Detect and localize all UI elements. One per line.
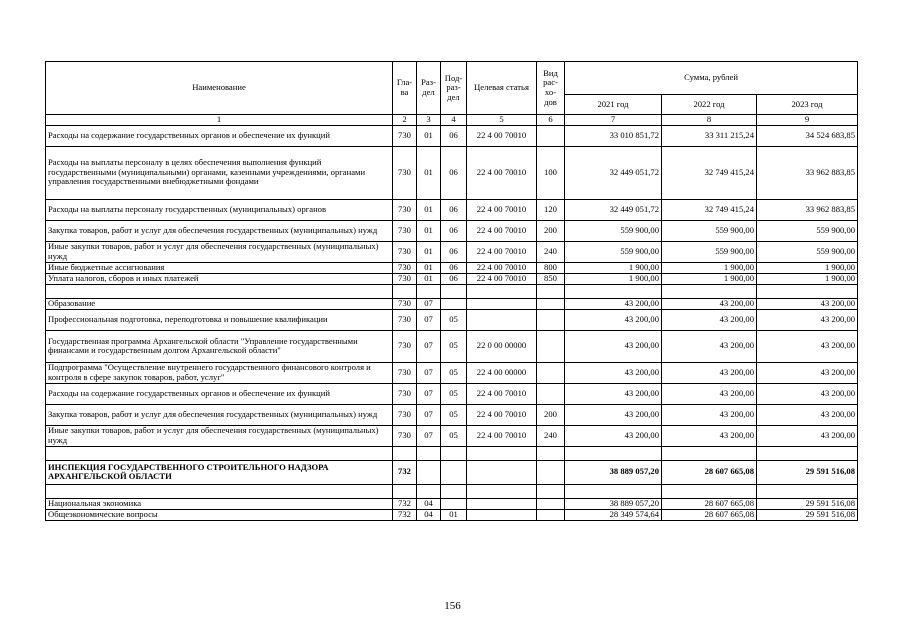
empty-row bbox=[46, 484, 858, 498]
table-row bbox=[46, 498, 858, 509]
empty-cell bbox=[46, 484, 393, 498]
row-name: Национальная экономика bbox=[46, 498, 393, 509]
row-glava: 730 bbox=[393, 425, 417, 446]
row-razdel: 07 bbox=[417, 309, 441, 330]
row-podrazdel: 01 bbox=[441, 509, 467, 520]
col-target-header: Целевая статья bbox=[467, 62, 537, 115]
row-razdel bbox=[417, 460, 441, 484]
row-target: 22 4 00 70010 bbox=[467, 262, 537, 273]
row-glava: 730 bbox=[393, 330, 417, 362]
row-glava: 730 bbox=[393, 146, 417, 199]
row-glava: 730 bbox=[393, 404, 417, 425]
row-sum-2023: 43 200,00 bbox=[757, 362, 858, 383]
row-target bbox=[467, 460, 537, 484]
row-name: Общеэкономические вопросы bbox=[46, 509, 393, 520]
row-sum-2023: 34 524 683,85 bbox=[757, 125, 858, 146]
row-glava: 730 bbox=[393, 241, 417, 262]
col-razdel-header: Раз-дел bbox=[417, 62, 441, 115]
row-vid bbox=[537, 498, 565, 509]
row-sum-2023: 1 900,00 bbox=[757, 262, 858, 273]
row-name: Уплата налогов, сборов и иных платежей bbox=[46, 273, 393, 284]
col-number: 9 bbox=[757, 115, 858, 126]
row-sum-2022: 28 607 665,08 bbox=[662, 498, 757, 509]
row-name: Закупка товаров, работ и услуг для обеспечения государственных (муниципальных) нужд bbox=[46, 220, 393, 241]
row-target: 22 4 00 70010 bbox=[467, 125, 537, 146]
table-row bbox=[46, 125, 858, 146]
row-sum-2022: 559 900,00 bbox=[662, 220, 757, 241]
row-sum-2023: 43 200,00 bbox=[757, 330, 858, 362]
row-sum-2023: 29 591 516,08 bbox=[757, 460, 858, 484]
row-target: 22 4 00 70010 bbox=[467, 383, 537, 404]
row-sum-2023: 1 900,00 bbox=[757, 273, 858, 284]
row-vid: 800 bbox=[537, 262, 565, 273]
row-razdel: 07 bbox=[417, 362, 441, 383]
row-sum-2022: 43 200,00 bbox=[662, 309, 757, 330]
row-razdel: 04 bbox=[417, 498, 441, 509]
row-sum-2023: 43 200,00 bbox=[757, 383, 858, 404]
empty-cell bbox=[467, 284, 537, 298]
row-glava: 730 bbox=[393, 199, 417, 220]
row-sum-2022: 33 311 215,24 bbox=[662, 125, 757, 146]
row-sum-2023: 43 200,00 bbox=[757, 298, 858, 309]
row-razdel: 01 bbox=[417, 241, 441, 262]
row-sum-2023: 33 962 883,85 bbox=[757, 199, 858, 220]
row-vid bbox=[537, 362, 565, 383]
row-target bbox=[467, 298, 537, 309]
row-vid bbox=[537, 383, 565, 404]
row-razdel: 01 bbox=[417, 273, 441, 284]
empty-cell bbox=[417, 446, 441, 460]
row-sum-2021: 32 449 051,72 bbox=[565, 199, 662, 220]
row-vid bbox=[537, 125, 565, 146]
empty-cell bbox=[662, 284, 757, 298]
table-row bbox=[46, 330, 858, 362]
row-name: Иные закупки товаров, работ и услуг для обеспечения государственных (муниципальных) нужд bbox=[46, 425, 393, 446]
row-name: Расходы на выплаты персоналу в целях обеспечения выполнения функций государственными (муниципальными) органами, казенными учреждениями, органами управления государственными внебюджетными фондами bbox=[46, 146, 393, 199]
budget-table bbox=[45, 61, 858, 521]
row-target: 22 4 00 70010 bbox=[467, 404, 537, 425]
row-podrazdel: 06 bbox=[441, 125, 467, 146]
empty-cell bbox=[537, 446, 565, 460]
col-number: 3 bbox=[417, 115, 441, 126]
row-glava: 732 bbox=[393, 509, 417, 520]
row-glava: 730 bbox=[393, 362, 417, 383]
table-row bbox=[46, 199, 858, 220]
header-row bbox=[46, 62, 858, 95]
row-sum-2022: 43 200,00 bbox=[662, 404, 757, 425]
col-podrazdel-header: Под-раз-дел bbox=[441, 62, 467, 115]
row-sum-2022: 43 200,00 bbox=[662, 383, 757, 404]
empty-cell bbox=[417, 284, 441, 298]
row-vid bbox=[537, 460, 565, 484]
table-row bbox=[46, 241, 858, 262]
row-target: 22 4 00 70010 bbox=[467, 241, 537, 262]
row-sum-2022: 32 749 415,24 bbox=[662, 199, 757, 220]
row-sum-2023: 559 900,00 bbox=[757, 241, 858, 262]
row-name: Иные закупки товаров, работ и услуг для обеспечения государственных (муниципальных) нужд bbox=[46, 241, 393, 262]
row-sum-2023: 43 200,00 bbox=[757, 425, 858, 446]
row-razdel: 01 bbox=[417, 220, 441, 241]
row-podrazdel: 06 bbox=[441, 146, 467, 199]
row-name: Профессиональная подготовка, переподготовка и повышение квалификации bbox=[46, 309, 393, 330]
row-sum-2021: 28 349 574,64 bbox=[565, 509, 662, 520]
row-vid: 100 bbox=[537, 146, 565, 199]
row-sum-2021: 43 200,00 bbox=[565, 330, 662, 362]
row-name: Государственная программа Архангельской области "Управление государственными финансами и государственным долгом Архангельской области" bbox=[46, 330, 393, 362]
row-name: Расходы на выплаты персоналу государственных (муниципальных) органов bbox=[46, 199, 393, 220]
row-sum-2022: 28 607 665,08 bbox=[662, 460, 757, 484]
col-vid-header: Вид рас-хо-дов bbox=[537, 62, 565, 115]
row-sum-2022: 1 900,00 bbox=[662, 273, 757, 284]
col-number: 1 bbox=[46, 115, 393, 126]
row-sum-2022: 43 200,00 bbox=[662, 330, 757, 362]
col-glava-header: Гла-ва bbox=[393, 62, 417, 115]
empty-cell bbox=[662, 446, 757, 460]
row-sum-2023: 29 591 516,08 bbox=[757, 498, 858, 509]
row-sum-2022: 43 200,00 bbox=[662, 298, 757, 309]
col-2021-header: 2021 год bbox=[565, 95, 662, 115]
row-sum-2023: 43 200,00 bbox=[757, 309, 858, 330]
col-number: 4 bbox=[441, 115, 467, 126]
table-row bbox=[46, 383, 858, 404]
table-body bbox=[46, 125, 858, 520]
col-name-header: Наименование bbox=[46, 62, 393, 115]
row-podrazdel: 06 bbox=[441, 220, 467, 241]
row-name: Подпрограмма "Осуществление внутреннего государственного финансового контроля и контроля в сфере закупок товаров, работ, услуг" bbox=[46, 362, 393, 383]
empty-cell bbox=[393, 484, 417, 498]
row-name: Расходы на содержание государственных органов и обеспечение их функций bbox=[46, 125, 393, 146]
row-podrazdel: 05 bbox=[441, 362, 467, 383]
col-number: 2 bbox=[393, 115, 417, 126]
row-podrazdel: 05 bbox=[441, 404, 467, 425]
empty-cell bbox=[537, 484, 565, 498]
row-sum-2021: 43 200,00 bbox=[565, 362, 662, 383]
row-podrazdel bbox=[441, 298, 467, 309]
row-razdel: 07 bbox=[417, 383, 441, 404]
row-vid: 240 bbox=[537, 241, 565, 262]
row-razdel: 01 bbox=[417, 146, 441, 199]
row-sum-2021: 38 889 057,20 bbox=[565, 460, 662, 484]
row-glava: 732 bbox=[393, 498, 417, 509]
table-row bbox=[46, 460, 858, 484]
row-target: 22 4 00 70010 bbox=[467, 425, 537, 446]
empty-cell bbox=[467, 484, 537, 498]
table-row bbox=[46, 220, 858, 241]
col-2022-header: 2022 год bbox=[662, 95, 757, 115]
row-sum-2022: 32 749 415,24 bbox=[662, 146, 757, 199]
empty-cell bbox=[565, 484, 662, 498]
row-target bbox=[467, 498, 537, 509]
row-podrazdel: 06 bbox=[441, 241, 467, 262]
table-row bbox=[46, 362, 858, 383]
row-podrazdel: 06 bbox=[441, 199, 467, 220]
col-number: 8 bbox=[662, 115, 757, 126]
row-glava: 730 bbox=[393, 309, 417, 330]
row-podrazdel: 05 bbox=[441, 425, 467, 446]
empty-cell bbox=[46, 446, 393, 460]
empty-cell bbox=[565, 284, 662, 298]
empty-cell bbox=[467, 446, 537, 460]
row-sum-2022: 43 200,00 bbox=[662, 425, 757, 446]
row-vid bbox=[537, 509, 565, 520]
row-razdel: 07 bbox=[417, 298, 441, 309]
row-sum-2022: 43 200,00 bbox=[662, 362, 757, 383]
page-number: 156 bbox=[444, 600, 461, 612]
row-target: 22 0 00 00000 bbox=[467, 330, 537, 362]
row-name: Закупка товаров, работ и услуг для обеспечения государственных (муниципальных) нужд bbox=[46, 404, 393, 425]
empty-cell bbox=[757, 484, 858, 498]
row-sum-2021: 38 889 057,20 bbox=[565, 498, 662, 509]
row-sum-2021: 43 200,00 bbox=[565, 425, 662, 446]
row-target: 22 4 00 70010 bbox=[467, 199, 537, 220]
empty-row bbox=[46, 284, 858, 298]
row-target bbox=[467, 509, 537, 520]
empty-cell bbox=[441, 284, 467, 298]
empty-cell bbox=[565, 446, 662, 460]
table-row bbox=[46, 273, 858, 284]
col-number: 7 bbox=[565, 115, 662, 126]
row-razdel: 01 bbox=[417, 125, 441, 146]
row-glava: 730 bbox=[393, 125, 417, 146]
row-sum-2023: 33 962 883,85 bbox=[757, 146, 858, 199]
row-sum-2022: 1 900,00 bbox=[662, 262, 757, 273]
row-vid bbox=[537, 330, 565, 362]
empty-cell bbox=[441, 446, 467, 460]
table-row bbox=[46, 425, 858, 446]
row-sum-2022: 28 607 665,08 bbox=[662, 509, 757, 520]
row-glava: 730 bbox=[393, 298, 417, 309]
empty-row bbox=[46, 446, 858, 460]
table-row bbox=[46, 298, 858, 309]
row-vid bbox=[537, 309, 565, 330]
row-sum-2023: 43 200,00 bbox=[757, 404, 858, 425]
row-podrazdel bbox=[441, 460, 467, 484]
col-number: 6 bbox=[537, 115, 565, 126]
row-sum-2021: 43 200,00 bbox=[565, 383, 662, 404]
row-glava: 730 bbox=[393, 220, 417, 241]
column-number-row bbox=[46, 115, 858, 126]
row-sum-2021: 43 200,00 bbox=[565, 404, 662, 425]
row-razdel: 07 bbox=[417, 425, 441, 446]
empty-cell bbox=[417, 484, 441, 498]
table-row bbox=[46, 146, 858, 199]
row-vid: 850 bbox=[537, 273, 565, 284]
row-sum-2022: 559 900,00 bbox=[662, 241, 757, 262]
row-name: Иные бюджетные ассигнования bbox=[46, 262, 393, 273]
empty-cell bbox=[662, 484, 757, 498]
row-podrazdel: 05 bbox=[441, 383, 467, 404]
row-vid: 200 bbox=[537, 404, 565, 425]
row-glava: 730 bbox=[393, 383, 417, 404]
row-name: ИНСПЕКЦИЯ ГОСУДАРСТВЕННОГО СТРОИТЕЛЬНОГО НАДЗОРА АРХАНГЕЛЬСКОЙ ОБЛАСТИ bbox=[46, 460, 393, 484]
row-vid bbox=[537, 298, 565, 309]
row-name: Расходы на содержание государственных органов и обеспечение их функций bbox=[46, 383, 393, 404]
row-target: 22 4 00 70010 bbox=[467, 220, 537, 241]
row-vid: 240 bbox=[537, 425, 565, 446]
empty-cell bbox=[537, 284, 565, 298]
col-number: 5 bbox=[467, 115, 537, 126]
row-sum-2021: 1 900,00 bbox=[565, 273, 662, 284]
row-razdel: 07 bbox=[417, 404, 441, 425]
row-sum-2023: 29 591 516,08 bbox=[757, 509, 858, 520]
row-razdel: 01 bbox=[417, 262, 441, 273]
table-row bbox=[46, 262, 858, 273]
row-name: Образование bbox=[46, 298, 393, 309]
row-target: 22 4 00 00000 bbox=[467, 362, 537, 383]
row-sum-2021: 43 200,00 bbox=[565, 298, 662, 309]
row-target bbox=[467, 309, 537, 330]
row-razdel: 04 bbox=[417, 509, 441, 520]
table-row bbox=[46, 509, 858, 520]
row-sum-2021: 43 200,00 bbox=[565, 309, 662, 330]
row-sum-2021: 1 900,00 bbox=[565, 262, 662, 273]
row-sum-2021: 559 900,00 bbox=[565, 241, 662, 262]
row-razdel: 01 bbox=[417, 199, 441, 220]
empty-cell bbox=[46, 284, 393, 298]
col-sum-header: Сумма, рублей bbox=[565, 62, 858, 95]
row-target: 22 4 00 70010 bbox=[467, 273, 537, 284]
row-vid: 200 bbox=[537, 220, 565, 241]
row-podrazdel: 06 bbox=[441, 273, 467, 284]
row-sum-2021: 32 449 051,72 bbox=[565, 146, 662, 199]
row-target: 22 4 00 70010 bbox=[467, 146, 537, 199]
row-vid: 120 bbox=[537, 199, 565, 220]
row-glava: 730 bbox=[393, 262, 417, 273]
row-sum-2023: 559 900,00 bbox=[757, 220, 858, 241]
empty-cell bbox=[757, 446, 858, 460]
table-row bbox=[46, 404, 858, 425]
empty-cell bbox=[441, 484, 467, 498]
row-podrazdel: 05 bbox=[441, 330, 467, 362]
row-podrazdel bbox=[441, 498, 467, 509]
row-sum-2021: 559 900,00 bbox=[565, 220, 662, 241]
empty-cell bbox=[393, 446, 417, 460]
row-sum-2021: 33 010 851,72 bbox=[565, 125, 662, 146]
row-glava: 730 bbox=[393, 273, 417, 284]
table-row bbox=[46, 309, 858, 330]
row-razdel: 07 bbox=[417, 330, 441, 362]
col-2023-header: 2023 год bbox=[757, 95, 858, 115]
empty-cell bbox=[393, 284, 417, 298]
empty-cell bbox=[757, 284, 858, 298]
row-podrazdel: 06 bbox=[441, 262, 467, 273]
row-podrazdel: 05 bbox=[441, 309, 467, 330]
row-glava: 732 bbox=[393, 460, 417, 484]
